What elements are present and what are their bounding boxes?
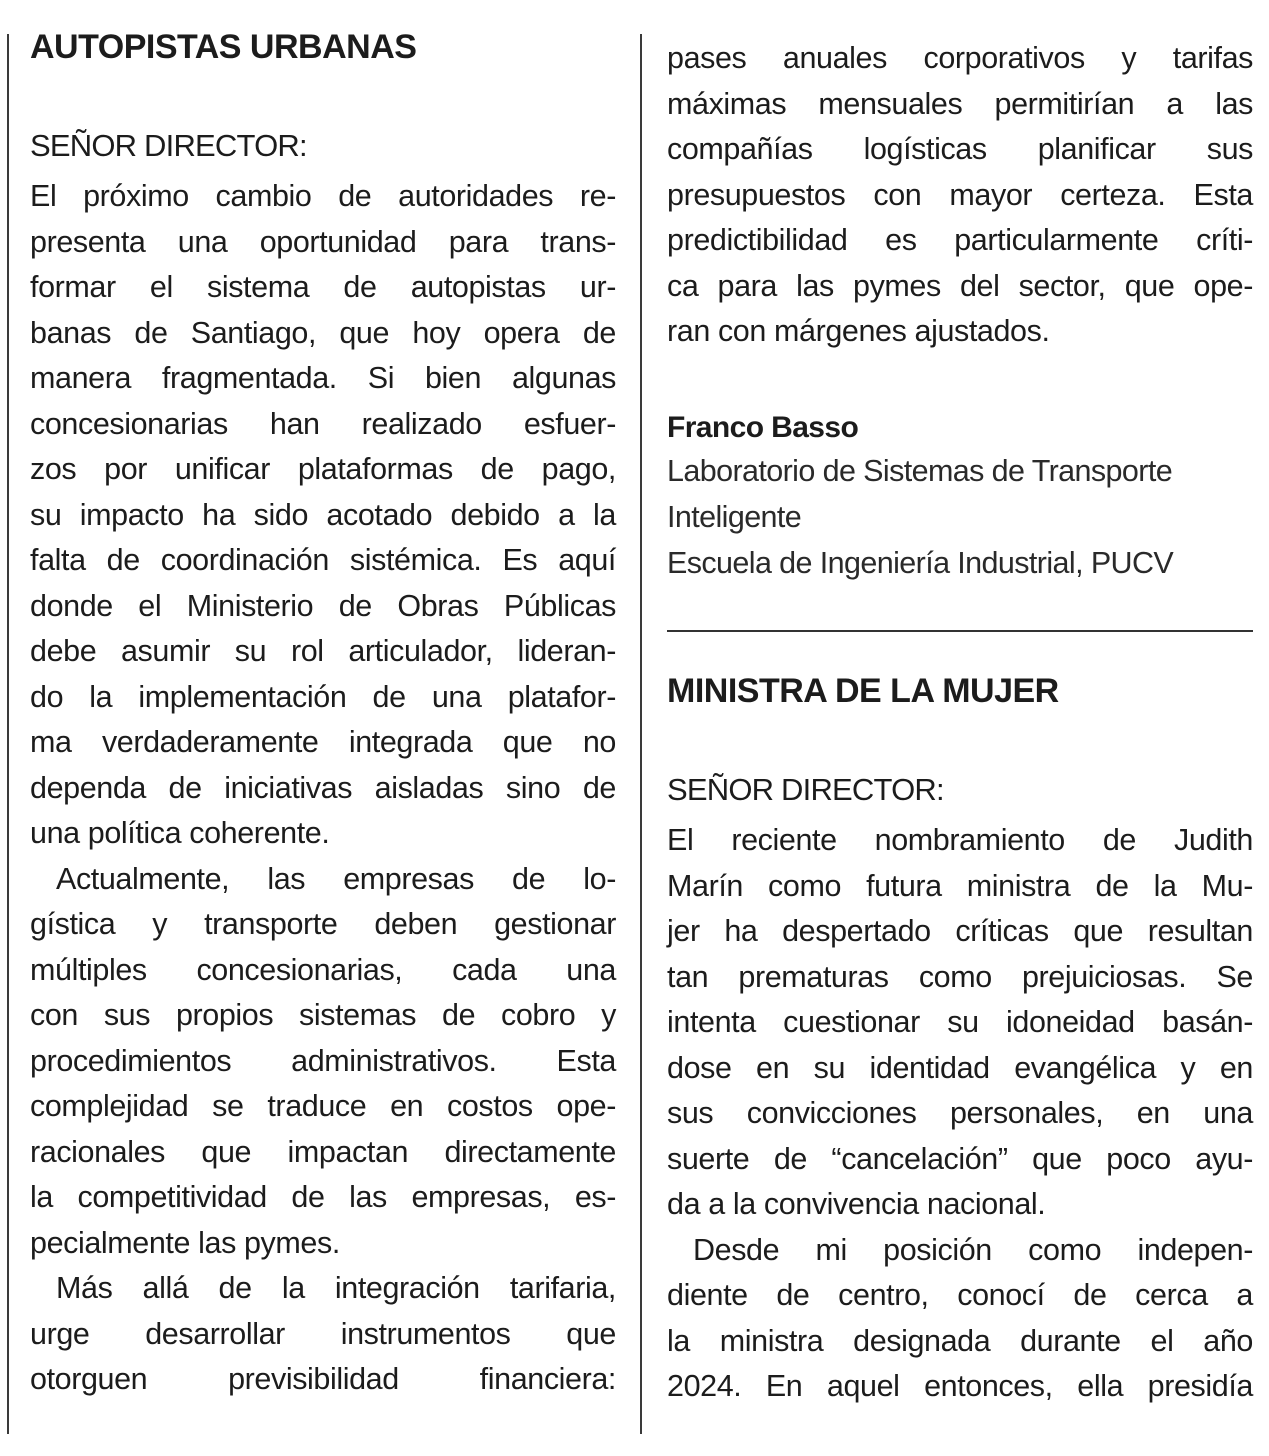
body-line: ran con márgenes ajustados.: [667, 314, 1050, 348]
body-line: compañías logísticas planificar sus: [667, 132, 1253, 166]
body-line: ma verdaderamente integrada que no: [30, 725, 616, 759]
body-line: gística y transporte deben gestionar: [30, 907, 616, 941]
body-line: El próximo cambio de autoridades re-: [30, 179, 616, 213]
body-line: sus convicciones personales, en una: [667, 1096, 1253, 1130]
section-separator: [667, 630, 1253, 632]
body-line: intenta cuestionar su idoneidad basán-: [667, 1005, 1253, 1039]
body-line: complejidad se traduce en costos ope-: [30, 1089, 616, 1123]
body-line: jer ha despertado críticas que resultan: [667, 914, 1253, 948]
body-line: Desde mi posición como indepen-: [693, 1232, 1253, 1267]
letter-body-2: [667, 818, 1253, 1410]
body-line: Marín como futura ministra de la Mu-: [667, 868, 1253, 903]
body-line: manera fragmentada. Si bien algunas: [30, 361, 616, 395]
salutation: SEÑOR DIRECTOR:: [667, 772, 944, 807]
headline-ministra: MINISTRA DE LA MUJER: [667, 672, 1059, 710]
body-line: Más allá de la integración tarifaria,: [56, 1271, 616, 1305]
affiliation-line: Inteligente: [667, 500, 802, 534]
body-line: El reciente nombramiento de Judith: [667, 823, 1253, 857]
body-line: urge desarrollar instrumentos que: [30, 1316, 616, 1351]
column-divider-rule: [640, 34, 642, 1434]
author-name: Franco Basso: [667, 411, 859, 444]
body-line: su impacto ha sido acotado debido a la: [30, 497, 616, 532]
affiliation-line: Laboratorio de Sistemas de Transporte: [667, 454, 1173, 488]
body-line: múltiples concesionarias, cada una: [30, 952, 616, 987]
body-line: la competitividad de las empresas, es-: [30, 1180, 616, 1214]
body-line: diente de centro, conocí de cerca a: [667, 1278, 1253, 1312]
body-line: pases anuales corporativos y tarifas: [667, 41, 1253, 75]
body-line: 2024. En aquel entonces, ella presidía: [667, 1369, 1253, 1403]
headline-autopistas: AUTOPISTAS URBANAS: [30, 28, 417, 66]
body-line: tan prematuras como prejuiciosas. Se: [667, 959, 1253, 994]
body-line: una política coherente.: [30, 816, 330, 850]
body-line: zos por unificar plataformas de pago,: [30, 452, 616, 486]
body-line: la ministra designada durante el año: [667, 1323, 1253, 1358]
body-line: dose en su identidad evangélica y en: [667, 1050, 1253, 1085]
body-line: concesionarias han realizado esfuer-: [30, 406, 616, 441]
body-line: donde el Ministerio de Obras Públicas: [30, 588, 616, 623]
body-line: da a la convivencia nacional.: [667, 1187, 1046, 1221]
body-line: banas de Santiago, que hoy opera de: [30, 315, 616, 350]
salutation: SEÑOR DIRECTOR:: [30, 128, 307, 163]
body-line: procedimientos administrativos. Esta: [30, 1043, 616, 1078]
body-line: pecialmente las pymes.: [30, 1225, 340, 1260]
body-line: máximas mensuales permitirían a las: [667, 86, 1253, 121]
body-line: dependa de iniciativas aisladas sino de: [30, 770, 616, 805]
letter-body: [30, 174, 616, 1403]
body-line: suerte de “cancelación” que poco ayu-: [667, 1141, 1253, 1176]
letter-continuation: [667, 36, 1253, 355]
body-line: ca para las pymes del sector, que ope-: [667, 268, 1253, 303]
body-line: predictibilidad es particularmente críti-: [667, 223, 1253, 257]
body-line: racionales que impactan directamente: [30, 1134, 616, 1169]
body-line: con sus propios sistemas de cobro y: [30, 998, 616, 1032]
body-line: otorguen previsibilidad financiera:: [30, 1362, 616, 1396]
body-line: presenta una oportunidad para trans-: [30, 224, 616, 259]
affiliation-line: Escuela de Ingeniería Industrial, PUCV: [667, 546, 1174, 580]
body-line: Actualmente, las empresas de lo-: [56, 861, 616, 896]
body-line: falta de coordinación sistémica. Es aquí: [30, 543, 616, 577]
body-line: formar el sistema de autopistas ur-: [30, 270, 616, 304]
body-line: presupuestos con mayor certeza. Esta: [667, 177, 1253, 212]
body-line: debe asumir su rol articulador, lideran-: [30, 634, 616, 668]
left-column-rule: [7, 34, 9, 1434]
body-line: do la implementación de una platafor-: [30, 679, 616, 714]
